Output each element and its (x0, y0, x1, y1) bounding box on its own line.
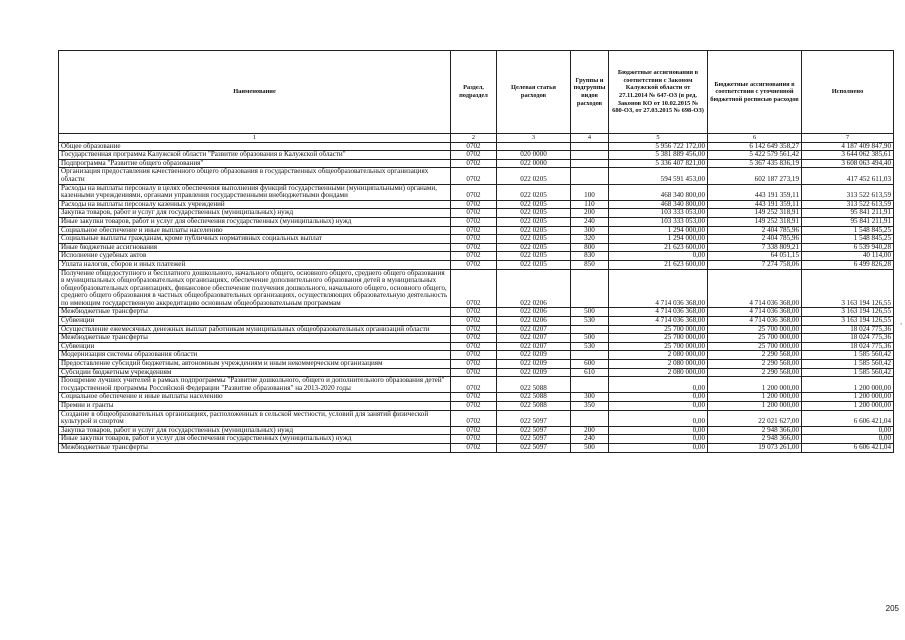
cell-target: 022 0207 (497, 325, 571, 334)
cell-target: 022 5097 (497, 410, 571, 426)
table-row (59, 402, 894, 411)
cell-name: Межбюджетные трансферты (59, 334, 451, 343)
table-row (59, 142, 894, 151)
cell-original: 1 294 000,00 (609, 235, 708, 244)
table-row (59, 393, 894, 402)
table-row (59, 168, 894, 184)
cell-group (571, 168, 609, 184)
cell-target: 022 0206 (497, 308, 571, 317)
cell-group (571, 151, 609, 160)
table-row (59, 325, 894, 334)
table-row (59, 159, 894, 168)
cell-original: 2 080 000,00 (609, 360, 708, 369)
cell-revised: 2 948 366,00 (708, 435, 802, 444)
cell-revised: 4 714 036 368,00 (708, 317, 802, 326)
cell-target: 022 5097 (497, 443, 571, 452)
cell-revised: 2 290 568,00 (708, 351, 802, 360)
cell-original: 594 591 453,00 (609, 168, 708, 184)
cell-original: 468 340 800,00 (609, 184, 708, 200)
cell-name: Межбюджетные трансферты (59, 443, 451, 452)
cell-name: Субвенции (59, 342, 451, 351)
cell-name: Социальное обеспечение и иные выплаты населению (59, 226, 451, 235)
cell-target: 022 0205 (497, 168, 571, 184)
cell-executed: 95 841 211,91 (802, 217, 894, 226)
cell-target: 022 5088 (497, 402, 571, 411)
cell-section: 0702 (451, 393, 497, 402)
cell-original: 103 333 053,00 (609, 209, 708, 218)
cell-revised: 6 142 649 358,27 (708, 142, 802, 151)
cell-section: 0702 (451, 142, 497, 151)
cell-group: 800 (571, 243, 609, 252)
cell-name: Предоставление субсидий бюджетным, автономным учреждениям и иным некоммерческим организациям (59, 360, 451, 369)
cell-target: 022 0205 (497, 217, 571, 226)
cell-revised: 149 252 318,91 (708, 209, 802, 218)
cell-executed: 6 539 940,28 (802, 243, 894, 252)
cell-executed: 1 200 000,00 (802, 393, 894, 402)
cell-target: 022 0205 (497, 184, 571, 200)
cell-section: 0702 (451, 334, 497, 343)
cell-section: 0702 (451, 360, 497, 369)
table-row (59, 410, 894, 426)
cell-section: 0702 (451, 443, 497, 452)
cell-target: 022 0205 (497, 243, 571, 252)
cell-original: 5 381 889 456,00 (609, 151, 708, 160)
header-budget-original: Бюджетные ассигнования в соответствии с Законом Калужской области от 27.11.2014 № 647-ОЗ (в ред. Законов КО от 10.02.2015 № 680-ОЗ, от 27.03.2015 № 698-ОЗ) (609, 51, 708, 134)
cell-name: Общее образование (59, 142, 451, 151)
header-groups: Группы и подгруппы видов расходов (571, 51, 609, 134)
cell-original: 5 336 407 821,00 (609, 159, 708, 168)
cell-executed: 40 114,00 (802, 252, 894, 261)
cell-target: 022 0209 (497, 360, 571, 369)
cell-group: 830 (571, 252, 609, 261)
header-executed: Исполнено (802, 51, 894, 134)
header-section: Раздел, подраздел (451, 51, 497, 134)
cell-section: 0702 (451, 209, 497, 218)
cell-group: 200 (571, 426, 609, 435)
table-row (59, 426, 894, 435)
cell-executed: 1 200 000,00 (802, 377, 894, 393)
cell-name: Модернизация системы образования области (59, 351, 451, 360)
cell-revised: 602 187 273,19 (708, 168, 802, 184)
cell-name: Межбюджетные трансферты (59, 308, 451, 317)
column-number: 2 (451, 134, 497, 143)
cell-executed: 3 163 194 126,55 (802, 269, 894, 308)
cell-group: 300 (571, 226, 609, 235)
cell-target: 020 0000 (497, 151, 571, 160)
cell-name: Субсидии бюджетным учреждениям (59, 368, 451, 377)
cell-target: 022 0207 (497, 334, 571, 343)
cell-revised: 443 191 359,11 (708, 184, 802, 200)
table-row (59, 317, 894, 326)
header-row (59, 51, 894, 134)
cell-revised: 2 948 366,00 (708, 426, 802, 435)
table-row (59, 209, 894, 218)
cell-revised: 25 700 000,00 (708, 334, 802, 343)
cell-revised: 19 073 261,00 (708, 443, 802, 452)
cell-group: 110 (571, 200, 609, 209)
cell-revised: 443 191 359,11 (708, 200, 802, 209)
cell-section: 0702 (451, 168, 497, 184)
cell-section: 0702 (451, 243, 497, 252)
cell-group: 610 (571, 368, 609, 377)
table-row (59, 342, 894, 351)
cell-name: Расходы на выплаты персоналу в целях обеспечения выполнения функций государственными (муниципальными) органами, казенными учреждениями, органами управления государственными внебюджетными фондами (59, 184, 451, 200)
cell-target: 022 0209 (497, 368, 571, 377)
column-number: 5 (609, 134, 708, 143)
cell-revised: 1 200 000,00 (708, 402, 802, 411)
cell-group (571, 269, 609, 308)
cell-group: 500 (571, 308, 609, 317)
cell-original: 0,00 (609, 393, 708, 402)
cell-name: Социальные выплаты гражданам, кроме публичных нормативных социальных выплат (59, 235, 451, 244)
cell-executed: 95 841 211,91 (802, 209, 894, 218)
table-row (59, 443, 894, 452)
cell-revised: 5 367 435 836,19 (708, 159, 802, 168)
cell-original: 25 700 000,00 (609, 334, 708, 343)
cell-executed: 0,00 (802, 435, 894, 444)
cell-name: Иные бюджетные ассигнования (59, 243, 451, 252)
cell-target: 022 5097 (497, 435, 571, 444)
cell-revised: 4 714 036 368,00 (708, 269, 802, 308)
cell-section: 0702 (451, 308, 497, 317)
cell-revised: 1 200 000,00 (708, 377, 802, 393)
cell-revised: 2 290 568,00 (708, 360, 802, 369)
cell-original: 1 294 000,00 (609, 226, 708, 235)
cell-executed: 1 548 845,25 (802, 226, 894, 235)
cell-revised: 25 700 000,00 (708, 325, 802, 334)
cell-revised: 2 404 785,96 (708, 226, 802, 235)
cell-group: 240 (571, 435, 609, 444)
column-number: 6 (708, 134, 802, 143)
cell-executed: 18 024 775,36 (802, 334, 894, 343)
cell-executed: 6 606 421,04 (802, 410, 894, 426)
cell-executed: 3 608 063 494,40 (802, 159, 894, 168)
table-row (59, 151, 894, 160)
table-row (59, 334, 894, 343)
cell-executed: 6 499 826,28 (802, 260, 894, 269)
cell-revised: 1 200 000,00 (708, 393, 802, 402)
cell-section: 0702 (451, 325, 497, 334)
cell-section: 0702 (451, 226, 497, 235)
table-row (59, 200, 894, 209)
cell-section: 0702 (451, 235, 497, 244)
cell-group: 300 (571, 393, 609, 402)
header-budget-revised: Бюджетные ассигнования в соответствии с уточненной бюджетной росписью расходов (708, 51, 802, 134)
table-row (59, 217, 894, 226)
cell-original: 21 623 600,00 (609, 260, 708, 269)
table-row (59, 243, 894, 252)
cell-section: 0702 (451, 200, 497, 209)
cell-name: Иные закупки товаров, работ и услуг для обеспечения государственных (муниципальных) нужд (59, 435, 451, 444)
cell-group: 200 (571, 209, 609, 218)
cell-section: 0702 (451, 159, 497, 168)
cell-target: 022 0209 (497, 351, 571, 360)
cell-group: 500 (571, 334, 609, 343)
cell-original: 25 700 000,00 (609, 342, 708, 351)
cell-name: Социальное обеспечение и иные выплаты населению (59, 393, 451, 402)
cell-executed: 18 024 775,36 (802, 325, 894, 334)
cell-target: 022 0205 (497, 200, 571, 209)
table-row (59, 360, 894, 369)
cell-original: 0,00 (609, 377, 708, 393)
cell-section: 0702 (451, 402, 497, 411)
cell-group: 530 (571, 317, 609, 326)
cell-target: 022 5088 (497, 377, 571, 393)
cell-name: Иные закупки товаров, работ и услуг для обеспечения государственных (муниципальных) нужд (59, 217, 451, 226)
cell-section: 0702 (451, 377, 497, 393)
cell-target: 022 0205 (497, 260, 571, 269)
cell-original: 0,00 (609, 252, 708, 261)
cell-name: Создание в общеобразовательных организациях, расположенных в сельской местности, условий для занятий физической культурой и спортом (59, 410, 451, 426)
cell-revised: 4 714 036 368,00 (708, 308, 802, 317)
header-target: Целевая статья расходов (497, 51, 571, 134)
cell-name: Поощрение лучших учителей в рамках подпрограммы "Развитие дошкольного, общего и дополнительного образования детей" государственной программы Российской Федерации "Развитие образования" на 2013-2020 годы (59, 377, 451, 393)
cell-target: 022 0206 (497, 317, 571, 326)
cell-original: 0,00 (609, 410, 708, 426)
cell-group: 240 (571, 217, 609, 226)
cell-original: 4 714 036 368,00 (609, 269, 708, 308)
cell-section: 0702 (451, 184, 497, 200)
cell-name: Премии и гранты (59, 402, 451, 411)
cell-section: 0702 (451, 317, 497, 326)
budget-table (58, 50, 894, 453)
cell-target: 022 0207 (497, 342, 571, 351)
cell-name: Закупка товаров, работ и услуг для государственных (муниципальных) нужд (59, 209, 451, 218)
column-number: 7 (802, 134, 894, 143)
cell-executed: 313 522 613,59 (802, 184, 894, 200)
cell-target: 022 0206 (497, 269, 571, 308)
table-row (59, 377, 894, 393)
cell-original: 4 714 036 368,00 (609, 308, 708, 317)
table-row (59, 368, 894, 377)
cell-executed: 1 585 560,42 (802, 360, 894, 369)
table-row (59, 269, 894, 308)
cell-executed: 0,00 (802, 426, 894, 435)
cell-executed: 4 187 409 847,90 (802, 142, 894, 151)
cell-section: 0702 (451, 368, 497, 377)
cell-group: 350 (571, 402, 609, 411)
table-row (59, 235, 894, 244)
cell-original: 0,00 (609, 402, 708, 411)
cell-section: 0702 (451, 435, 497, 444)
cell-section: 0702 (451, 410, 497, 426)
table-row (59, 435, 894, 444)
cell-name: Государственная программа Калужской области "Развитие образования в Калужской области" (59, 151, 451, 160)
table-row (59, 252, 894, 261)
cell-name: Организация предоставления качественного общего образования в государственных общеобразовательных организациях области (59, 168, 451, 184)
cell-group (571, 377, 609, 393)
cell-executed: 1 200 000,00 (802, 402, 894, 411)
scan-edge-mark: , (900, 318, 902, 326)
cell-group: 530 (571, 342, 609, 351)
table-row (59, 226, 894, 235)
cell-target: 022 5088 (497, 393, 571, 402)
cell-target (497, 142, 571, 151)
cell-section: 0702 (451, 260, 497, 269)
cell-executed: 3 163 194 126,55 (802, 308, 894, 317)
cell-target: 022 5097 (497, 426, 571, 435)
cell-group: 100 (571, 184, 609, 200)
cell-name: Уплата налогов, сборов и иных платежей (59, 260, 451, 269)
cell-executed: 417 452 611,03 (802, 168, 894, 184)
cell-section: 0702 (451, 426, 497, 435)
cell-revised: 22 021 627,00 (708, 410, 802, 426)
cell-executed: 1 585 560,42 (802, 368, 894, 377)
cell-executed: 1 548 845,25 (802, 235, 894, 244)
cell-revised: 64 051,15 (708, 252, 802, 261)
cell-original: 2 080 000,00 (609, 351, 708, 360)
cell-name: Получение общедоступного и бесплатного дошкольного, начального общего, основного общего, среднего общего образования в муниципальных общеобразовательных организациях, обеспечение дополнительного образования детей в муниципальных общеобразовательных организациях, финансовое обеспечение получения дошкольного, начального общего, основного общего, среднего общего образования в частных общеобразовательных организациях, осуществляющих образовательную деятельность по имеющим государственную аккредитацию основным общеобразовательным программам (59, 269, 451, 308)
cell-original: 5 956 722 172,00 (609, 142, 708, 151)
cell-section: 0702 (451, 252, 497, 261)
cell-name: Исполнение судебных актов (59, 252, 451, 261)
cell-group (571, 410, 609, 426)
cell-original: 4 714 036 368,00 (609, 317, 708, 326)
column-number: 3 (497, 134, 571, 143)
cell-original: 0,00 (609, 443, 708, 452)
cell-revised: 2 290 568,00 (708, 368, 802, 377)
cell-revised: 7 274 758,06 (708, 260, 802, 269)
cell-section: 0702 (451, 269, 497, 308)
cell-original: 2 080 000,00 (609, 368, 708, 377)
page-number: 205 (885, 604, 899, 613)
cell-executed: 313 522 613,59 (802, 200, 894, 209)
column-number: 4 (571, 134, 609, 143)
cell-target: 022 0000 (497, 159, 571, 168)
cell-section: 0702 (451, 151, 497, 160)
cell-name: Субвенции (59, 317, 451, 326)
cell-name: Осуществление ежемесячных денежных выплат работникам муниципальных общеобразовательных организаций области (59, 325, 451, 334)
table-row (59, 184, 894, 200)
cell-group (571, 325, 609, 334)
cell-name: Закупка товаров, работ и услуг для государственных (муниципальных) нужд (59, 426, 451, 435)
cell-group (571, 351, 609, 360)
cell-group (571, 142, 609, 151)
table-row (59, 351, 894, 360)
cell-revised: 7 338 809,21 (708, 243, 802, 252)
cell-name: Расходы на выплаты персоналу казенных учреждений (59, 200, 451, 209)
cell-target: 022 0205 (497, 252, 571, 261)
cell-revised: 25 700 000,00 (708, 342, 802, 351)
cell-executed: 18 024 775,36 (802, 342, 894, 351)
cell-section: 0702 (451, 217, 497, 226)
cell-original: 0,00 (609, 435, 708, 444)
cell-target: 022 0205 (497, 235, 571, 244)
cell-group (571, 159, 609, 168)
table-row (59, 308, 894, 317)
cell-name: Подпрограмма "Развитие общего образования" (59, 159, 451, 168)
cell-original: 468 340 800,00 (609, 200, 708, 209)
cell-executed: 1 585 560,42 (802, 351, 894, 360)
header-name: Наименование (59, 51, 451, 134)
cell-executed: 3 644 062 385,61 (802, 151, 894, 160)
cell-group: 850 (571, 260, 609, 269)
cell-original: 25 700 000,00 (609, 325, 708, 334)
cell-original: 103 333 053,00 (609, 217, 708, 226)
cell-executed: 6 606 421,04 (802, 443, 894, 452)
cell-section: 0702 (451, 342, 497, 351)
cell-revised: 149 252 318,91 (708, 217, 802, 226)
cell-group: 600 (571, 360, 609, 369)
cell-original: 0,00 (609, 426, 708, 435)
column-number: 1 (59, 134, 451, 143)
cell-section: 0702 (451, 351, 497, 360)
cell-group: 500 (571, 443, 609, 452)
cell-target: 022 0205 (497, 209, 571, 218)
cell-executed: 3 163 194 126,55 (802, 317, 894, 326)
table-row (59, 260, 894, 269)
cell-original: 21 623 600,00 (609, 243, 708, 252)
column-number-row (59, 134, 894, 143)
cell-revised: 5 422 579 561,42 (708, 151, 802, 160)
cell-group: 320 (571, 235, 609, 244)
cell-target: 022 0205 (497, 226, 571, 235)
cell-revised: 2 404 785,96 (708, 235, 802, 244)
